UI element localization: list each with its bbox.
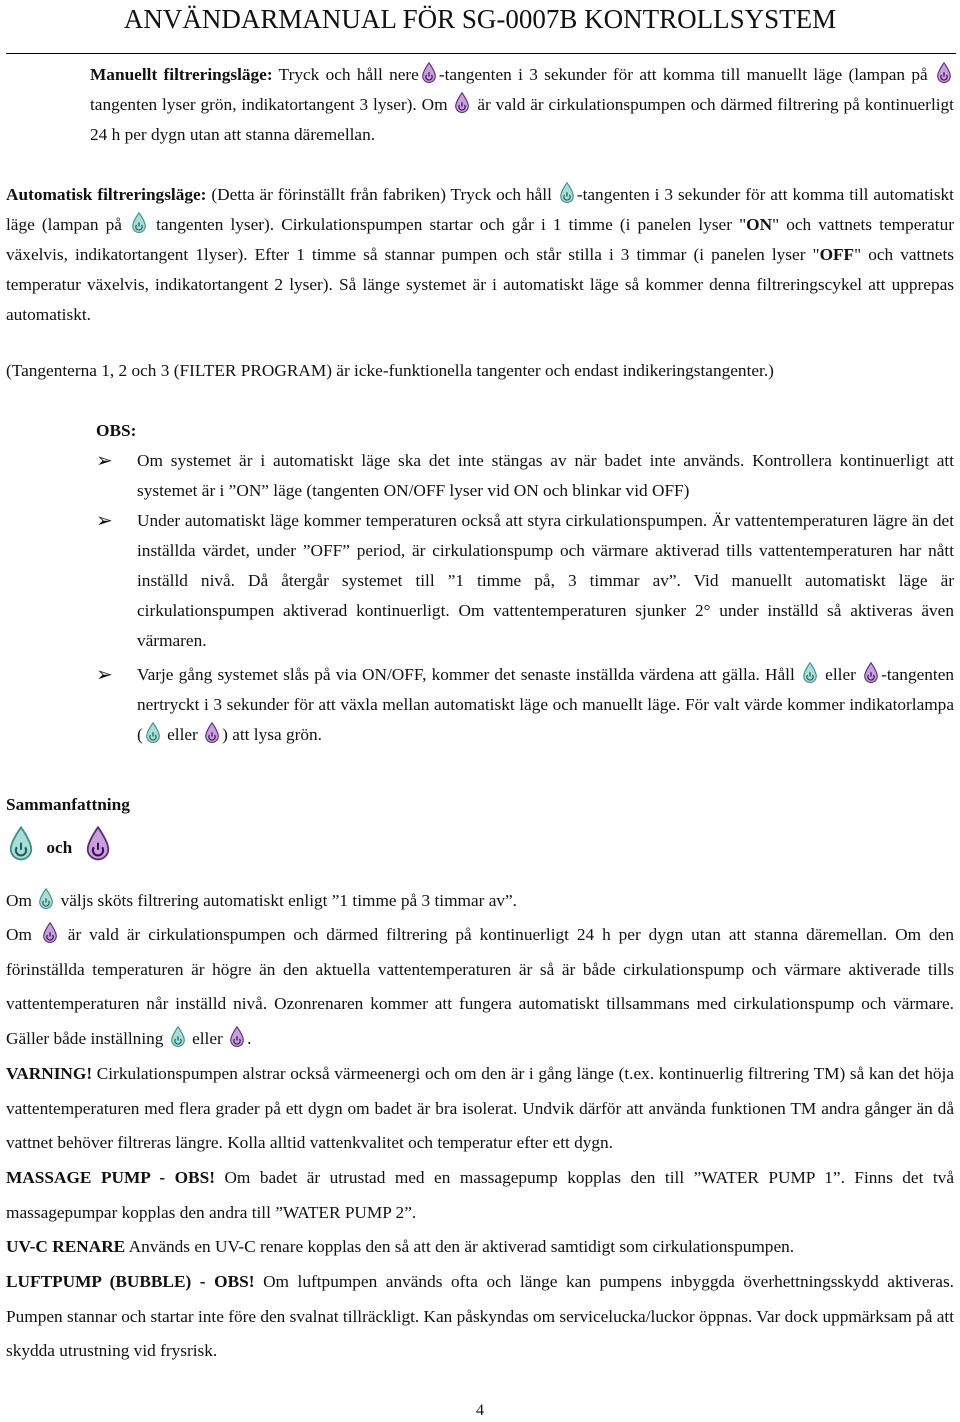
green-drop-power-icon <box>145 722 161 744</box>
massage-text: Om badet är utrustad med en massagepump kopplas den till ”WATER PUMP 1”. Finns det två massagepumpar kopplas den andra till ”WATER PUMP 2”. <box>6 1168 954 1222</box>
green-drop-power-icon <box>802 662 818 684</box>
summary-line-1 <box>6 884 954 919</box>
purple-drop-power-icon <box>421 62 437 84</box>
page-number: 4 <box>476 1402 484 1419</box>
uvc-label: UV-C RENARE <box>6 1237 126 1256</box>
warning-paragraph <box>6 1057 954 1161</box>
manual-text-2: -tangenten i 3 sekunder för att komma till manuellt läge (lampan på <box>438 65 928 84</box>
summary-l2-text-c: eller <box>192 1028 223 1048</box>
bullet-arrow-icon: ➢ <box>96 450 113 472</box>
obs-bullet-2: Under automatiskt läge kommer temperaturen också att styra cirkulationspumpen. Är vattentemperaturen lägre än det inställda värdet, under ”OFF” period, är cirkulationspump och värmare aktiverad tills vattentemperaturen har nått inställd nivå. Då återgår systemet till ”1 timme på, 3 timmar av”. Vid manuellt automatiskt läge är cirkulationspumpen aktiverad kontinuerligt. Om vattentemperaturen sjunker 2° under inställd så aktiveras även värmaren. <box>137 511 954 650</box>
purple-drop-power-icon <box>204 722 220 744</box>
obs-b3-text-3: -tangenten nertryckt i 3 sekunder för att växla mellan automatiskt läge och manuellt läge. För valt värde kommer indikatorlampa ( <box>137 665 955 744</box>
auto-text-2: -tangenten i 3 sekunder för att komma till automatiskt läge (lampan på <box>6 185 954 234</box>
bullet-arrow-icon: ➢ <box>96 664 113 686</box>
manual-mode-label: Manuellt filtreringsläge: <box>90 65 273 84</box>
summary-heading <box>6 790 130 820</box>
manual-text-3: tangenten lyser grön, indikatortangent 3 lyser). Om <box>90 95 448 114</box>
auto-text-4: " och vattnets temperatur växelvis, indikatortangent 1lyser). Efter 1 timme så stannar pumpen och står stilla i 3 timmar (i panelen lyser " <box>6 215 954 264</box>
summary-l1-text-b: väljs sköts filtrering automatiskt enligt ”1 timme på 3 timmar av”. <box>60 891 517 910</box>
purple-drop-power-icon <box>42 922 58 944</box>
obs-heading-text: OBS: <box>96 421 137 440</box>
keys-note: (Tangenterna 1, 2 och 3 (FILTER PROGRAM) är icke-funktionella tangenter och endast indikeringstangenter.) <box>6 361 774 380</box>
manual-text-1: Tryck och håll nere <box>278 65 419 84</box>
green-drop-power-icon <box>559 182 575 204</box>
summary-l2-text-d: . <box>247 1028 252 1048</box>
bullet-arrow-icon: ➢ <box>96 510 113 532</box>
purple-drop-power-icon <box>454 92 470 114</box>
auto-text-1: (Detta är förinställt från fabriken) Tryck och håll <box>211 185 552 204</box>
manual-mode-paragraph <box>90 60 954 150</box>
summary-l1-text-a: Om <box>6 891 32 910</box>
obs-bullet-1: Om systemet är i automatiskt läge ska det inte stängas av när badet inte används. Kontrollera kontinuerligt att systemet är i ”ON” läge (tangenten ON/OFF lyser vid ON och blinkar vid OFF) <box>137 451 954 500</box>
warning-text: Cirkulationspumpen alstrar också värmeenergi och om den är i gång länge (t.ex. kontinuerlig filtrering TM) så kan det höja vattentemperaturen med flera grader på ett dygn om badet är bra isolerat. Undvik därför att använda funktionen TM andra gånger än då vattnet behöver filtreras längre. Kolla alltid vattenkvalitet och temperatur efter ett dygn. <box>6 1064 954 1153</box>
off-label: OFF <box>819 245 855 264</box>
page-title: ANVÄNDARMANUAL FÖR SG-0007B KONTROLLSYSTEM <box>123 4 837 34</box>
auto-mode-paragraph <box>6 180 954 330</box>
airpump-text: Om luftpumpen används ofta och länge kan pumpens inbyggda överhettningsskydd aktiveras. Pumpen stannar och startar inte före den svalnat tillräckligt. Kan påskyndas om servicelucka/luckor öppnas. Var dock uppmärksam på att skydda utrustning vid frysrisk. <box>6 1272 954 1361</box>
uvc-text: Används en UV-C renare kopplas den så att den är aktiverad samtidigt som cirkulationspumpen. <box>128 1237 795 1256</box>
on-label: ON <box>746 215 773 234</box>
purple-drop-power-icon <box>229 1026 245 1048</box>
warning-label: VARNING! <box>6 1064 93 1083</box>
massage-paragraph <box>6 1161 954 1230</box>
airpump-label: LUFTPUMP (BUBBLE) - OBS! <box>6 1272 255 1291</box>
auto-text-5: " och vattnets temperatur växelvis, indikatortangent 2 lyser). Så länge systemet är i automatiskt läge så kommer denna filtreringscykel att upprepas automatiskt. <box>6 245 954 324</box>
summary-line-2 <box>6 918 954 1056</box>
auto-text-3: tangenten lyser). Cirkulationspumpen startar och går i 1 timme (i panelen lyser " <box>156 215 747 234</box>
purple-drop-power-icon <box>936 62 952 84</box>
obs-b3-text-4: eller <box>167 725 198 744</box>
massage-label: MASSAGE PUMP - OBS! <box>6 1168 215 1187</box>
uvc-paragraph <box>6 1230 954 1265</box>
green-drop-power-icon <box>38 888 54 910</box>
header-divider <box>6 53 956 54</box>
purple-drop-power-icon <box>863 662 879 684</box>
summary-icons-row <box>6 826 113 868</box>
summary-och: och <box>46 838 73 857</box>
green-drop-power-icon <box>170 1026 186 1048</box>
obs-b3-text-5: ) att lysa grön. <box>222 725 322 744</box>
airpump-paragraph <box>6 1265 954 1369</box>
summary-heading-text: Sammanfattning <box>6 795 130 814</box>
obs-heading <box>96 416 136 446</box>
green-drop-power-icon <box>8 826 34 862</box>
obs-bullet-3 <box>137 660 954 750</box>
green-drop-power-icon <box>131 212 147 234</box>
summary-l2-text-a: Om <box>6 925 32 944</box>
summary-l2-text-b: är vald är cirkulationspumpen och därmed filtrering på kontinuerligt 24 h per dygn utan att stanna däremellan. Om den förinställda temperaturen är högre än den aktuella vattentemperaturen är så är både cirkulationspump och värmare aktiverade tills vattentemperaturen når inställd nivå. Ozonrenaren kommer att fungera automatiskt tillsammans med cirkulationspump och värmare. Gäller både inställning <box>6 925 954 1048</box>
manual-text-4: är vald är cirkulationspumpen och därmed filtrering på kontinuerligt 24 h per dygn utan att stanna däremellan. <box>90 95 954 144</box>
obs-b3-text-1: Varje gång systemet slås på via ON/OFF, kommer det senaste inställda värdena att gälla. Håll <box>137 665 795 684</box>
purple-drop-power-icon <box>85 826 111 862</box>
auto-mode-label: Automatisk filtreringsläge: <box>6 185 207 204</box>
obs-b3-text-2: eller <box>825 665 856 684</box>
